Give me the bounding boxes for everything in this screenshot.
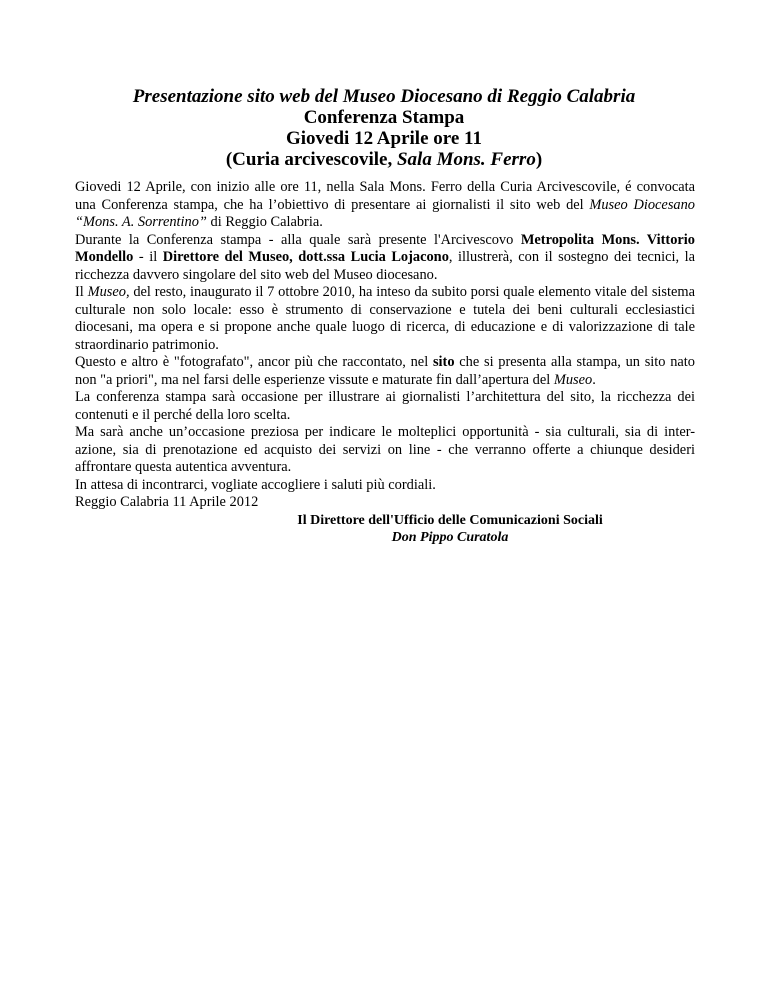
text-run: Il — [75, 284, 88, 300]
text-run: . — [592, 371, 596, 388]
paragraph-6: Ma sarà anche un’occasione preziosa per indicare le molteplici opportunità - sia culturali, sia di inter-azione, sia di prenotazione ed acquisto dei servizi on line - che verranno offerte a chiunque desideri affrontare questa autentica avventura. — [75, 424, 695, 475]
text-run: , illustrerà, con il sostegno dei tecnici, la ricchezza davvero singolare del sito web del Museo diocesano. — [75, 249, 695, 283]
paragraph-5: La conferenza stampa sarà occasione per illustrare ai giornalisti l’architettura del sito, la ricchezza dei contenuti e il perché della loro scelta. — [75, 389, 695, 423]
text-run: Giovedi 12 Aprile, con inizio alle ore 11, nella Sala Mons. Ferro della Curia Arcivescovile, é convocata una Conferenza stampa, che ha l’obiettivo di presentare ai giornalisti il sito web del — [75, 179, 695, 213]
text-run: Durante la Conferenza stampa - alla quale sarà presente l'Arcivescovo — [75, 231, 521, 248]
museum-name: Museo Diocesano “Mons. A. Sorrentino” — [75, 196, 696, 230]
paragraph-4 — [75, 354, 695, 389]
location-room: Sala Mons. Ferro — [396, 149, 536, 170]
text-run: che si presenta alla stampa, un sito nato non "a priori", ma nel farsi delle esperienze vissute e maturate fin dall’apertura del — [75, 354, 695, 388]
text-run: di Reggio Calabria. — [206, 214, 323, 230]
date-place-line: Reggio Calabria 11 Aprile 2012 — [75, 494, 259, 510]
text-run: - il — [133, 249, 163, 265]
archbishop-name: Metropolita Mons. Vittorio Mondello — [75, 231, 695, 265]
signature-block — [250, 512, 650, 546]
signature-role: Il Direttore dell'Ufficio delle Comunicazioni Sociali — [297, 513, 603, 528]
document-title: Presentazione sito web del Museo Diocesano di Reggio Calabria — [132, 86, 636, 107]
document-body — [75, 179, 695, 512]
museum-word: Museo — [553, 371, 593, 388]
director-name: Direttore del Museo, dott.ssa Lucia Lojacono — [162, 249, 449, 265]
paragraph-2 — [75, 232, 695, 285]
location-close: ) — [535, 149, 543, 170]
event-location — [60, 149, 708, 170]
paragraph-7: In attesa di incontrarci, vogliate accogliere i saluti più cordiali. — [75, 476, 436, 493]
text-run: Questo e altro è "fotografato", ancor più che raccontato, nel — [75, 354, 433, 370]
event-date: Giovedi 12 Aprile ore 11 — [286, 128, 482, 149]
document-header — [60, 86, 708, 170]
text-run: del resto, inaugurato il 7 ottobre 2010, ha inteso da subito porsi quale elemento vitale del sistema culturale non solo locale: esso è strumento di conservazione e tutela dei beni culturali ecclesiastici diocesani, ma opera e si propone anche quale luogo di ricerca, di educazione e di valorizzazione di tale straordinario patrimonio. — [75, 284, 695, 353]
paragraph-1 — [75, 179, 695, 232]
museum-word: Museo, — [87, 284, 130, 300]
signature-name: Don Pippo Curatola — [391, 530, 509, 545]
document-subtitle: Conferenza Stampa — [303, 107, 465, 128]
location-open: (Curia arcivescovile, — [225, 149, 397, 170]
site-word: sito — [432, 354, 455, 370]
paragraph-3 — [75, 284, 695, 354]
